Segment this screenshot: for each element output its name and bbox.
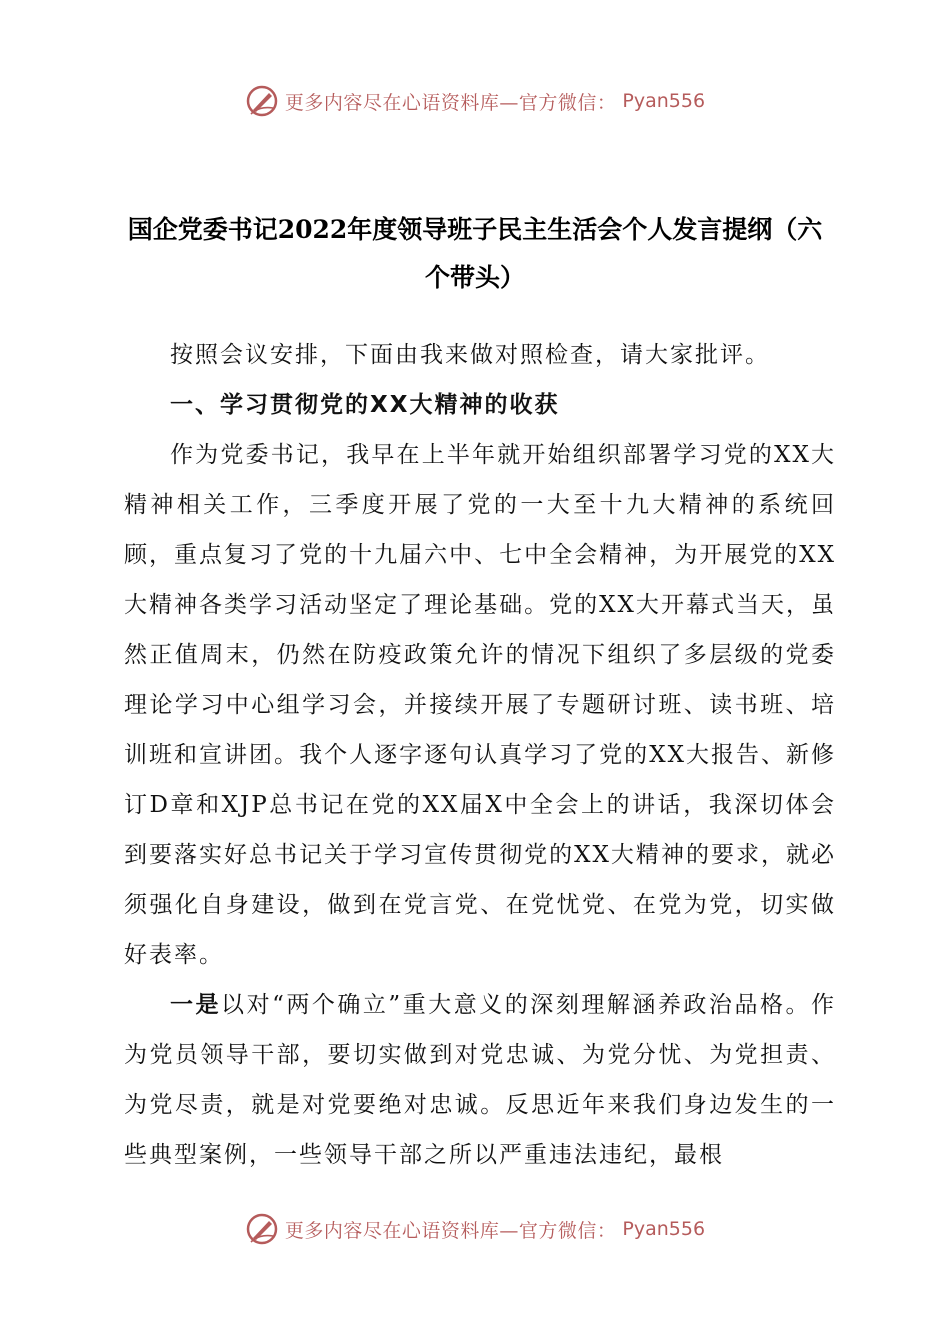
- body-paragraph-text: 以对“两个确立”重大意义的深刻理解涵养政治品格。作为党员领导干部，要切实做到对党忠诚、为党分忧、为党担责、为党尽责，就是对党要绝对忠诚。反思近年来我们身边发生的一些典型案例，一些领导干部之所以严重违法违纪，最根: [124, 992, 836, 1168]
- footer-watermark: [0, 1212, 950, 1246]
- body-paragraph-lead: [124, 980, 836, 1180]
- lead-label: 一是: [170, 992, 222, 1018]
- body-paragraph: 作为党委书记，我早在上半年就开始组织部署学习党的XX大精神相关工作，三季度开展了党的一大至十九大精神的系统回顾，重点复习了党的十九届六中、七中全会精神，为开展党的XX大精神各类学习活动坚定了理论基础。党的XX大开幕式当天，虽然正值周末，仍然在防疫政策允许的情况下组织了多层级的党委理论学习中心组学习会，并接续开展了专题研讨班、读书班、培训班和宣讲团。我个人逐字逐句认真学习了党的XX大报告、新修订D章和XJP总书记在党的XX届X中全会上的讲话，我深切体会到要落实好总书记关于学习宣传贯彻党的XX大精神的要求，就必须强化自身建设，做到在党言党、在党忧党、在党为党，切实做好表率。: [124, 442, 836, 968]
- section-heading: 一、学习贯彻党的XX大精神的收获: [170, 392, 560, 418]
- watermark-text: 更多内容尽在心语资料库—官方微信：: [284, 91, 617, 114]
- pen-logo-icon: [245, 84, 279, 118]
- watermark-wechat-id: Pyan556: [622, 90, 706, 112]
- watermark-text: 更多内容尽在心语资料库—官方微信：: [284, 1219, 617, 1242]
- intro-paragraph: 按照会议安排，下面由我来做对照检查，请大家批评。: [170, 342, 770, 368]
- header-watermark: [0, 84, 950, 118]
- watermark-wechat-id: Pyan556: [622, 1218, 706, 1240]
- document-title: 国企党委书记2022年度领导班子民主生活会个人发言提纲（六个带头）: [127, 215, 823, 292]
- pen-logo-icon: [245, 1212, 279, 1246]
- document-body: [124, 330, 836, 1180]
